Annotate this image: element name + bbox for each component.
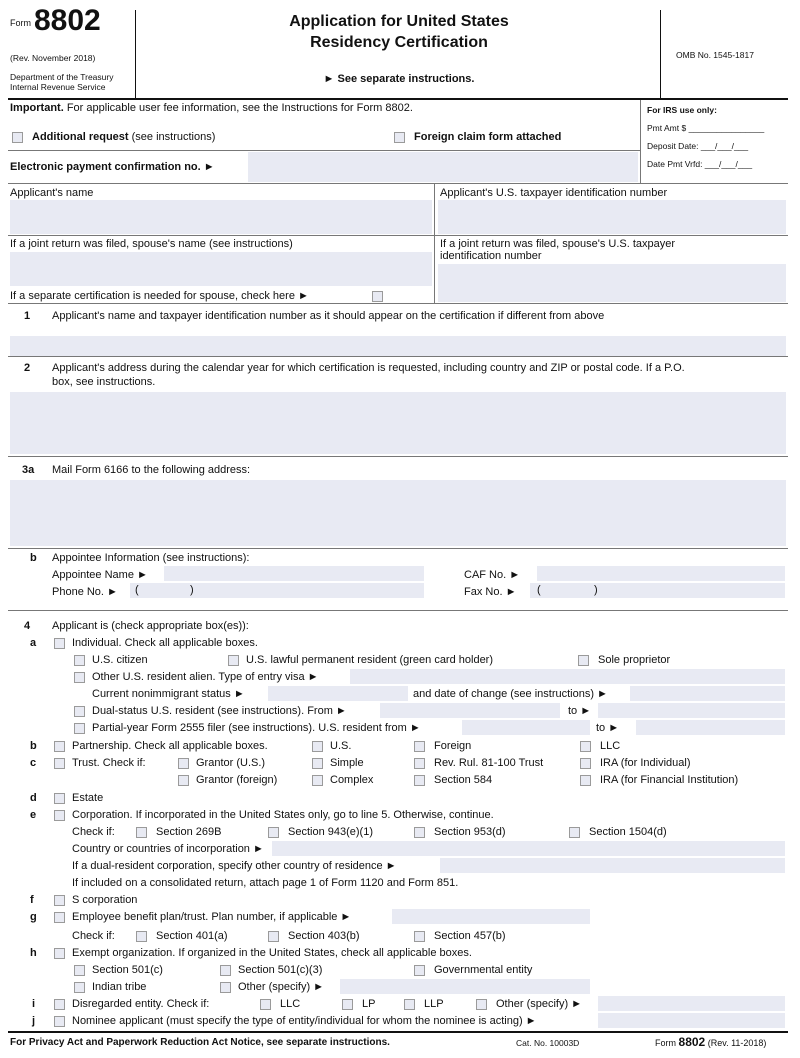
date-of-change-input[interactable]	[630, 686, 785, 701]
section-457b-checkbox[interactable]	[414, 931, 425, 942]
section-403b-label: Section 403(b)	[288, 930, 360, 942]
partnership-llc-label: LLC	[600, 740, 621, 752]
applicant-divider	[434, 183, 435, 303]
fax-input[interactable]	[530, 583, 785, 598]
rule-line1	[8, 356, 788, 357]
line3b-letter: b	[30, 552, 37, 564]
partnership-llc-checkbox[interactable]	[580, 741, 591, 752]
irs-date-pmt-vrfd: Date Pmt Vrfd: ___/___/___	[647, 159, 753, 169]
dual-status-to-input[interactable]	[598, 703, 785, 718]
individual-checkbox[interactable]	[54, 638, 65, 649]
form-revision: (Rev. November 2018)	[10, 53, 96, 63]
form-prefix: Form	[10, 18, 31, 28]
see-instructions: ► See separate instructions.	[323, 73, 475, 85]
line2-number: 2	[24, 362, 31, 374]
line1-input[interactable]	[10, 336, 786, 356]
foreign-claim-checkbox[interactable]	[394, 132, 405, 143]
line4f-letter: f	[30, 894, 34, 906]
ira-financial-checkbox[interactable]	[580, 775, 591, 786]
line4i-letter: i	[32, 998, 36, 1010]
dual-resident-corp-label: If a dual-resident corporation, specify other country of residence ►	[72, 860, 397, 872]
section-584-label: Section 584	[434, 774, 493, 786]
rule-spouse	[8, 303, 788, 304]
employee-benefit-checkbox[interactable]	[54, 912, 65, 923]
s-corporation-label: S corporation	[72, 894, 138, 906]
disregarded-other-label: Other (specify) ►	[496, 998, 583, 1010]
disregarded-llp-checkbox[interactable]	[404, 999, 415, 1010]
indian-tribe-label: Indian tribe	[92, 981, 147, 993]
fax-paren-close: )	[594, 584, 598, 596]
partial-year-to-label: to ►	[596, 722, 620, 734]
spouse-tin-label-1: If a joint return was filed, spouse's U.S. taxpayer	[440, 238, 676, 250]
section-401a-label: Section 401(a)	[156, 930, 228, 942]
rule-applicant	[8, 235, 788, 236]
exempt-org-checkbox[interactable]	[54, 948, 65, 959]
trust-label: Trust. Check if:	[72, 757, 146, 769]
employee-benefit-label: Employee benefit plan/trust. Plan number, if applicable ►	[72, 911, 352, 923]
section-501c3-checkbox[interactable]	[220, 965, 231, 976]
date-of-change-label: and date of change (see instructions) ►	[413, 688, 608, 700]
section-403b-checkbox[interactable]	[268, 931, 279, 942]
section-1504d-label: Section 1504(d)	[589, 826, 667, 838]
disregarded-lp-label: LP	[362, 998, 376, 1010]
partial-year-checkbox[interactable]	[74, 723, 85, 734]
line1-number: 1	[24, 310, 31, 322]
line4g-letter: g	[30, 911, 37, 923]
additional-request-checkbox[interactable]	[12, 132, 23, 143]
spouse-name-input[interactable]	[10, 252, 432, 286]
disregarded-other-checkbox[interactable]	[476, 999, 487, 1010]
caf-label: CAF No. ►	[464, 569, 521, 581]
header-bottom-rule	[8, 98, 788, 100]
rule-payment	[8, 183, 788, 184]
partial-year-label: Partial-year Form 2555 filer (see instructions). U.S. resident from ►	[92, 722, 421, 734]
us-citizen-label: U.S. citizen	[92, 654, 148, 666]
rule-important	[8, 150, 640, 151]
line4b-letter: b	[30, 740, 37, 752]
partnership-checkbox[interactable]	[54, 741, 65, 752]
complex-trust-checkbox[interactable]	[312, 775, 323, 786]
irs-box-divider	[640, 100, 641, 183]
lpr-label: U.S. lawful permanent resident (green card holder)	[246, 654, 494, 666]
department: Department of the Treasury	[10, 72, 114, 82]
privacy-act-notice: For Privacy Act and Paperwork Reduction Act Notice, see separate instructions.	[10, 1037, 390, 1048]
nonimmigrant-status-label: Current nonimmigrant status ►	[92, 688, 245, 700]
grantor-foreign-label: Grantor (foreign)	[196, 774, 278, 786]
section-943-label: Section 943(e)(1)	[288, 826, 373, 838]
ira-individual-checkbox[interactable]	[580, 758, 591, 769]
entry-visa-input[interactable]	[350, 669, 785, 684]
grantor-foreign-checkbox[interactable]	[178, 775, 189, 786]
rule-line2	[8, 456, 788, 457]
other-alien-label: Other U.S. resident alien. Type of entry visa ►	[92, 671, 319, 683]
lpr-checkbox[interactable]	[228, 655, 239, 666]
spouse-name-label: If a joint return was filed, spouse's name (see instructions)	[10, 238, 293, 250]
sole-proprietor-label: Sole proprietor	[598, 654, 671, 666]
irs-pmt-amt: Pmt Amt $ ________________	[647, 123, 765, 133]
fax-label: Fax No. ►	[464, 586, 517, 598]
foreign-claim-label: Foreign claim form attached	[414, 131, 562, 143]
rule-line3a	[8, 548, 788, 549]
nominee-checkbox[interactable]	[54, 1016, 65, 1027]
nominee-label: Nominee applicant (must specify the type of entity/individual for whom the nominee is acting) ►	[72, 1015, 537, 1027]
line4e-letter: e	[30, 809, 37, 821]
exempt-org-label: Exempt organization. If organized in the United States, check all applicable boxes.	[72, 947, 472, 959]
appointee-name-input[interactable]	[164, 566, 424, 581]
line4a-letter: a	[30, 637, 37, 649]
corporation-label: Corporation. If incorporated in the United States only, go to line 5. Otherwise, continue.	[72, 809, 494, 821]
line3a-number: 3a	[22, 464, 35, 476]
section-401a-checkbox[interactable]	[136, 931, 147, 942]
spouse-tin-label-2: identification number	[440, 250, 542, 262]
dual-status-label: Dual-status U.S. resident (see instructions). From ►	[92, 705, 347, 717]
phone-paren-close: )	[190, 584, 194, 596]
exempt-other-checkbox[interactable]	[220, 982, 231, 993]
section-501c-label: Section 501(c)	[92, 964, 163, 976]
section-501c-checkbox[interactable]	[74, 965, 85, 976]
estate-label: Estate	[72, 792, 104, 804]
nonimmigrant-status-input[interactable]	[268, 686, 408, 701]
line2-label-1: Applicant's address during the calendar year for which certification is requested, including country and ZIP or postal code. If a P.O.	[52, 362, 685, 374]
line3b-label: Appointee Information (see instructions):	[52, 552, 250, 564]
section-269b-checkbox[interactable]	[136, 827, 147, 838]
footer-rule	[8, 1031, 788, 1033]
section-457b-label: Section 457(b)	[434, 930, 506, 942]
irs-deposit-date: Deposit Date: ___/___/___	[647, 141, 749, 151]
footer-form-label: Form 8802 (Rev. 11-2018)	[655, 1035, 767, 1049]
governmental-entity-checkbox[interactable]	[414, 965, 425, 976]
us-citizen-checkbox[interactable]	[74, 655, 85, 666]
dual-status-checkbox[interactable]	[74, 706, 85, 717]
section-943-checkbox[interactable]	[268, 827, 279, 838]
section-953d-label: Section 953(d)	[434, 826, 506, 838]
line4c-letter: c	[30, 757, 37, 769]
payment-confirmation-label: Electronic payment confirmation no. ►	[10, 161, 215, 173]
exempt-other-label: Other (specify) ►	[238, 981, 325, 993]
section-953d-checkbox[interactable]	[414, 827, 425, 838]
line4d-letter: d	[30, 792, 37, 804]
partnership-foreign-checkbox[interactable]	[414, 741, 425, 752]
section-584-checkbox[interactable]	[414, 775, 425, 786]
complex-trust-label: Complex	[330, 774, 374, 786]
disregarded-llc-label: LLC	[280, 998, 301, 1010]
fax-paren-open: (	[537, 584, 541, 596]
partnership-label: Partnership. Check all applicable boxes.	[72, 740, 268, 752]
plan-number-input[interactable]	[392, 909, 590, 924]
appointee-name-label: Appointee Name ►	[52, 569, 148, 581]
separate-cert-label: If a separate certification is needed for spouse, check here ►	[10, 290, 309, 302]
disregarded-llp-label: LLP	[424, 998, 444, 1010]
partnership-us-checkbox[interactable]	[312, 741, 323, 752]
sole-proprietor-checkbox[interactable]	[578, 655, 589, 666]
estate-checkbox[interactable]	[54, 793, 65, 804]
corporation-checkbox[interactable]	[54, 810, 65, 821]
phone-input[interactable]	[130, 583, 424, 598]
individual-label: Individual. Check all applicable boxes.	[72, 637, 258, 649]
consolidated-return-note: If included on a consolidated return, attach page 1 of Form 1120 and Form 851.	[72, 877, 459, 889]
plan-check-if-label: Check if:	[72, 930, 115, 942]
line3a-mail-address-input[interactable]	[10, 480, 786, 546]
country-incorporation-label: Country or countries of incorporation ►	[72, 843, 264, 855]
phone-label: Phone No. ►	[52, 586, 118, 598]
partnership-us-label: U.S.	[330, 740, 352, 752]
country-incorporation-input[interactable]	[272, 841, 785, 856]
corp-check-if-label: Check if:	[72, 826, 115, 838]
disregarded-lp-checkbox[interactable]	[342, 999, 353, 1010]
payment-confirmation-input[interactable]	[248, 152, 638, 182]
simple-trust-label: Simple	[330, 757, 364, 769]
omb-number: OMB No. 1545-1817	[676, 50, 754, 60]
irs-use-title: For IRS use only:	[647, 105, 717, 115]
rule-line3b	[8, 610, 788, 611]
exempt-other-input[interactable]	[340, 979, 590, 994]
partial-year-from-input[interactable]	[462, 720, 590, 735]
ira-individual-label: IRA (for Individual)	[600, 757, 691, 769]
rev-rul-label: Rev. Rul. 81-100 Trust	[434, 757, 544, 769]
header-divider-right	[660, 10, 661, 98]
indian-tribe-checkbox[interactable]	[74, 982, 85, 993]
dual-resident-country-input[interactable]	[440, 858, 785, 873]
line4h-letter: h	[30, 947, 37, 959]
disregarded-llc-checkbox[interactable]	[260, 999, 271, 1010]
dual-status-to-label: to ►	[568, 705, 592, 717]
line4-label: Applicant is (check appropriate box(es)):	[52, 620, 249, 632]
phone-paren-open: (	[135, 584, 139, 596]
line4-number: 4	[24, 620, 31, 632]
catalog-number: Cat. No. 10003D	[516, 1038, 580, 1048]
line2-address-input[interactable]	[10, 392, 786, 454]
line3a-label: Mail Form 6166 to the following address:	[52, 464, 251, 476]
line1-label: Applicant's name and taxpayer identification number as it should appear on the certification if different from above	[52, 310, 605, 322]
additional-request-label: Additional request (see instructions)	[32, 131, 216, 143]
partial-year-to-input[interactable]	[636, 720, 785, 735]
form-title-line2: Residency Certification	[310, 34, 488, 51]
section-269b-label: Section 269B	[156, 826, 222, 838]
grantor-us-checkbox[interactable]	[178, 758, 189, 769]
caf-input[interactable]	[537, 566, 785, 581]
partnership-foreign-label: Foreign	[434, 740, 472, 752]
disregarded-entity-label: Disregarded entity. Check if:	[72, 998, 210, 1010]
section-501c3-label: Section 501(c)(3)	[238, 964, 323, 976]
disregarded-other-input[interactable]	[598, 996, 785, 1011]
grantor-us-label: Grantor (U.S.)	[196, 757, 266, 769]
applicant-name-label: Applicant's name	[10, 187, 94, 199]
line2-label-2: box, see instructions.	[52, 376, 156, 388]
spouse-tin-input[interactable]	[438, 264, 786, 302]
form-number: 8802	[34, 4, 101, 37]
dual-status-from-input[interactable]	[380, 703, 560, 718]
nominee-input[interactable]	[598, 1013, 785, 1028]
line4j-letter: j	[32, 1015, 36, 1027]
service: Internal Revenue Service	[10, 82, 106, 92]
important-note: Important. For applicable user fee information, see the Instructions for Form 8802.	[10, 102, 413, 114]
section-1504d-checkbox[interactable]	[569, 827, 580, 838]
applicant-name-input[interactable]	[10, 200, 432, 234]
applicant-tin-label: Applicant's U.S. taxpayer identification number	[440, 187, 668, 199]
s-corporation-checkbox[interactable]	[54, 895, 65, 906]
rev-rul-checkbox[interactable]	[414, 758, 425, 769]
governmental-entity-label: Governmental entity	[434, 964, 533, 976]
separate-cert-checkbox[interactable]	[372, 291, 383, 302]
applicant-tin-input[interactable]	[438, 200, 786, 234]
header-divider-left	[135, 10, 136, 98]
disregarded-entity-checkbox[interactable]	[54, 999, 65, 1010]
form-title-line1: Application for United States	[289, 13, 509, 30]
trust-checkbox[interactable]	[54, 758, 65, 769]
simple-trust-checkbox[interactable]	[312, 758, 323, 769]
ira-financial-label: IRA (for Financial Institution)	[600, 774, 739, 786]
other-alien-checkbox[interactable]	[74, 672, 85, 683]
